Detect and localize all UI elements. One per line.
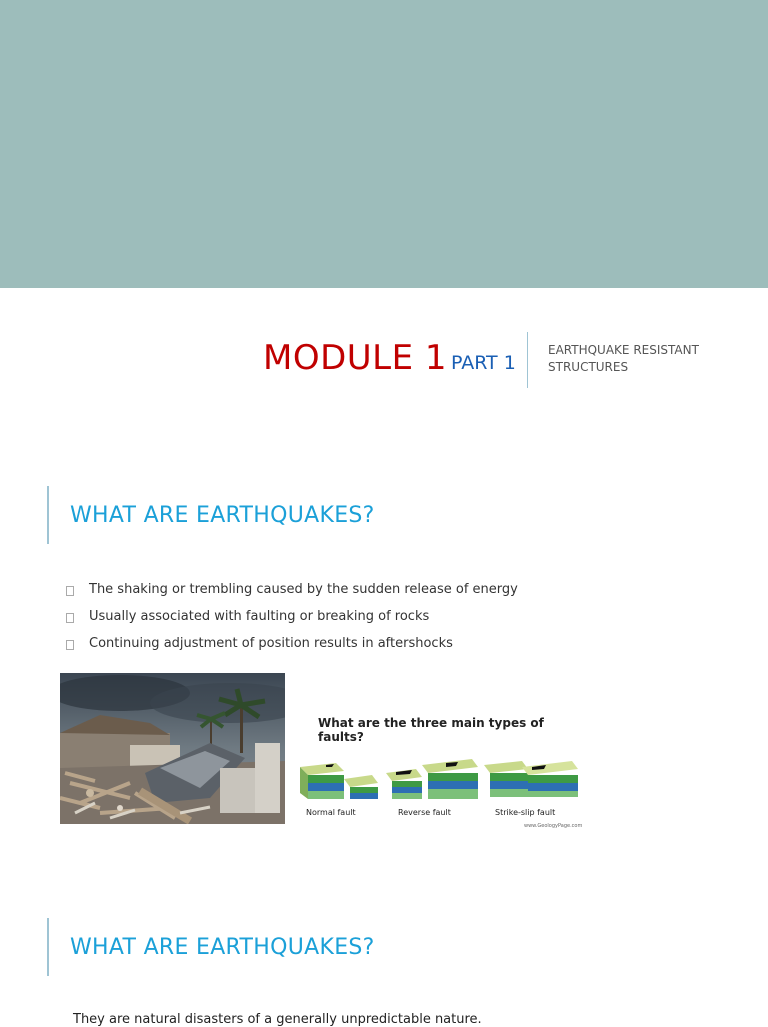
bullet-icon [66, 586, 74, 596]
strike-slip-fault-diagram [484, 761, 578, 797]
title-block [0, 336, 768, 396]
section-heading: WHAT ARE EARTHQUAKES? [70, 503, 375, 528]
reverse-fault-label: Reverse fault [398, 808, 451, 817]
bullet-list [66, 580, 518, 661]
section-accent-bar [47, 486, 49, 544]
subtitle-line-2: STRUCTURES [548, 360, 629, 374]
section-heading: WHAT ARE EARTHQUAKES? [70, 935, 375, 960]
fault-types-figure [296, 700, 586, 835]
section-accent-bar [47, 918, 49, 976]
list-item [66, 580, 518, 607]
title-divider [527, 332, 528, 388]
fault-block-diagrams [296, 755, 586, 805]
part-label: PART 1 [451, 352, 516, 374]
figure-source: www.GeologyPage.com [524, 823, 583, 829]
normal-fault-diagram [300, 763, 378, 799]
course-subtitle [548, 342, 699, 376]
title-banner [0, 0, 768, 288]
bullet-text: The shaking or trembling caused by the sudden release of energy [89, 582, 518, 597]
list-item [66, 634, 518, 661]
bullet-text: Usually associated with faulting or breaking of rocks [89, 609, 430, 624]
subtitle-line-1: EARTHQUAKE RESISTANT [548, 343, 699, 357]
bullet-text: Continuing adjustment of position results in aftershocks [89, 636, 453, 651]
bullet-icon [66, 613, 74, 623]
strike-slip-fault-label: Strike-slip fault [495, 808, 556, 817]
body-paragraph: They are natural disasters of a generally unpredictable nature. [73, 1012, 482, 1027]
normal-fault-label: Normal fault [306, 808, 356, 817]
reverse-fault-diagram [386, 759, 478, 799]
bullet-icon [66, 640, 74, 650]
module-title: MODULE 1 [263, 338, 448, 378]
list-item [66, 607, 518, 634]
figure-question: What are the three main types of faults? [318, 716, 544, 744]
earthquake-damage-photo [60, 673, 285, 824]
